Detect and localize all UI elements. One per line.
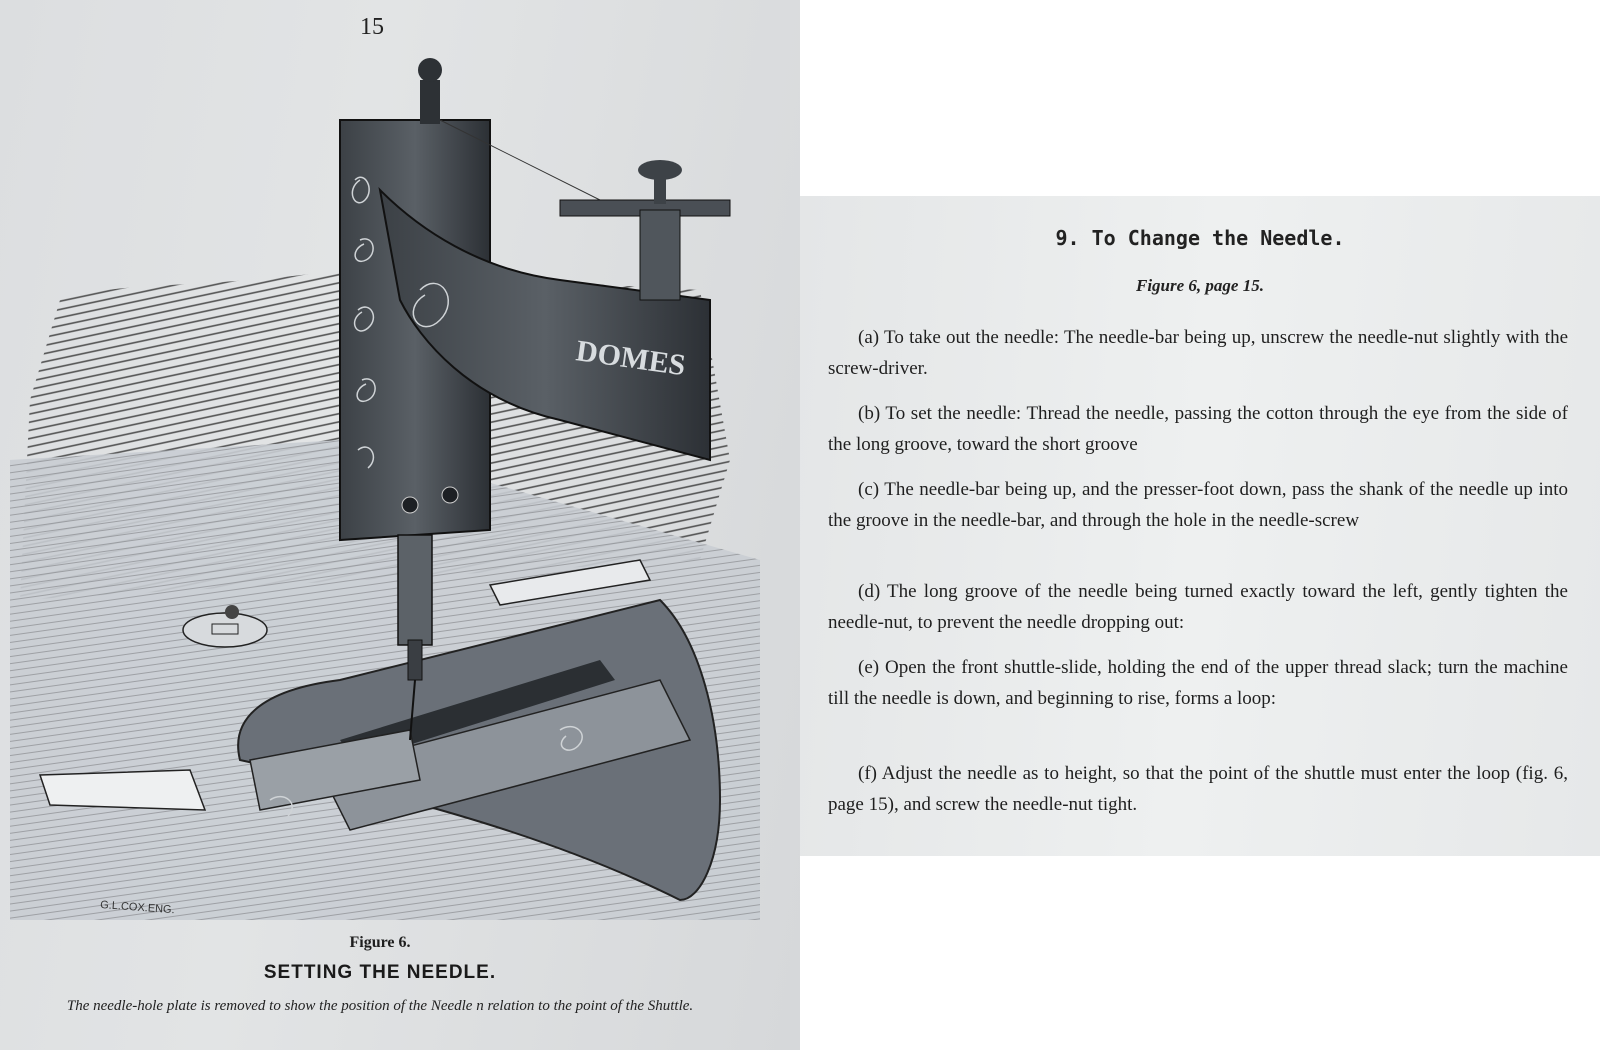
bobbin-disc bbox=[183, 613, 267, 647]
page-number: 15 bbox=[360, 14, 384, 40]
engraver-credit: G.L.COX.ENG. bbox=[99, 899, 176, 917]
needle-nut bbox=[408, 640, 422, 680]
needle-hole-plate bbox=[40, 770, 205, 810]
top-knob bbox=[420, 80, 440, 124]
brand-text: DOMES bbox=[574, 334, 688, 383]
paragraph-f: (f) Adjust the needle as to height, so that the point of the shuttle must enter the loop (fig. 6, page 15), and screw the needle-nut tight. bbox=[828, 763, 1568, 815]
paragraph-e: (e) Open the front shuttle-slide, holding the end of the upper thread slack; turn the machine till the needle is down, and beginning to rise, forms a loop: bbox=[828, 657, 1568, 709]
figure-title: SETTING THE NEEDLE. bbox=[263, 962, 497, 983]
screw bbox=[442, 487, 458, 503]
figure-caption: The needle-hole plate is removed to show the position of the Needle n relation to the point of the Shuttle. bbox=[66, 998, 694, 1014]
needle-bar bbox=[398, 535, 432, 645]
paragraph-b: (b) To set the needle: Thread the needle, passing the cotton through the eye from the side of the long groove, toward the short groove bbox=[828, 403, 1568, 455]
figure-label: Figure 6. bbox=[349, 934, 411, 951]
section-title: 9. To Change the Needle. bbox=[1055, 226, 1345, 250]
screw bbox=[402, 497, 418, 513]
sewing-machine-illustration bbox=[0, 40, 800, 940]
right-page bbox=[800, 196, 1600, 856]
paragraph-a: (a) To take out the needle: The needle-bar being up, unscrew the needle-nut slightly with the screw-driver. bbox=[828, 327, 1568, 379]
paragraph-d: (d) The long groove of the needle being turned exactly toward the left, gently tighten the needle-nut, to prevent the needle dropping out: bbox=[828, 581, 1568, 633]
paragraph-c: (c) The needle-bar being up, and the presser-foot down, pass the shank of the needle up into the groove in the needle-bar, and through the hole in the needle-screw bbox=[828, 479, 1568, 531]
section-reference: Figure 6, page 15. bbox=[1136, 276, 1264, 295]
